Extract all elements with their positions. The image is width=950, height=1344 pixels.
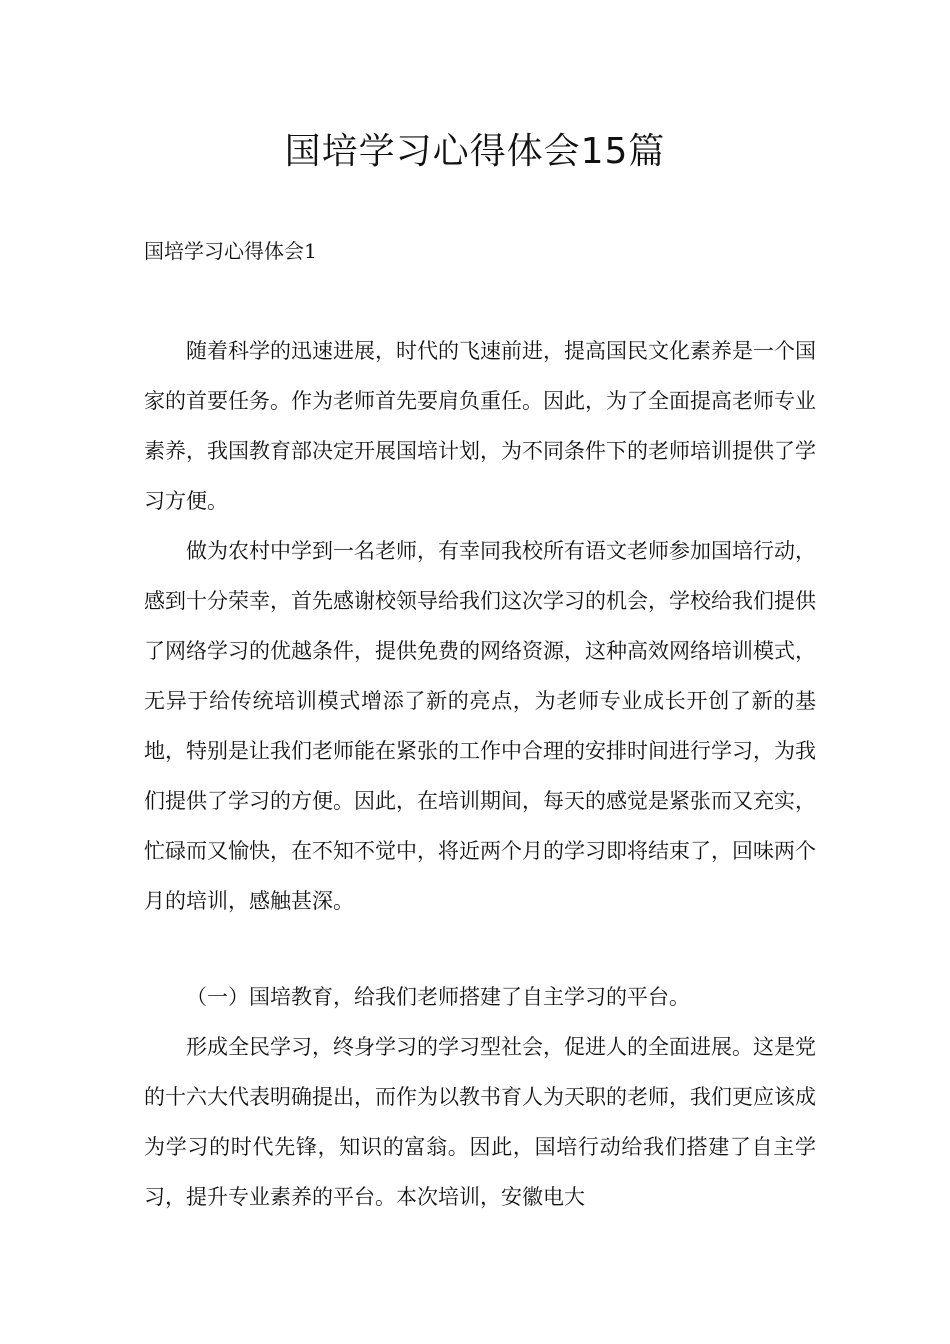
- paragraph: 做为农村中学到一名老师，有幸同我校所有语文老师参加国培行动，感到十分荣幸，首先感谢校领导给我们这次学习的机会，学校给我们提供了网络学习的优越条件，提供免费的网络资源，这种高效网络培训模式，无异于给传统培训模式增添了新的亮点，为老师专业成长开创了新的基地，特别是让我们老师能在紧张的工作中合理的安排时间进行学习，为我们提供了学习的方便。因此，在培训期间，每天的感觉是紧张而又充实，忙碌而又愉快，在不知不觉中，将近两个月的学习即将结束了，回味两个月的培训，感触甚深。: [144, 539, 816, 913]
- paragraph: 形成全民学习，终身学习的学习型社会，促进人的全面进展。这是党的十六大代表明确提出，而作为以教书育人为天职的老师，我们更应该成为学习的时代先锋，知识的富翁。因此，国培行动给我们搭建了自主学习，提升专业素养的平台。本次培训，安徽电大: [144, 1035, 816, 1209]
- section-heading: （一）国培教育，给我们老师搭建了自主学习的平台。: [186, 985, 690, 1009]
- body-block-2: [144, 972, 816, 1222]
- paragraph: 随着科学的迅速进展，时代的飞速前进，提高国民文化素养是一个国家的首要任务。作为老师首先要肩负重任。因此，为了全面提高老师专业素养，我国教育部决定开展国培计划，为不同条件下的老师培训提供了学习方便。: [144, 339, 816, 513]
- body-block-1: [144, 326, 816, 926]
- section-subtitle: 国培学习心得体会1: [144, 239, 317, 263]
- document-title: 国培学习心得体会15篇: [284, 131, 666, 172]
